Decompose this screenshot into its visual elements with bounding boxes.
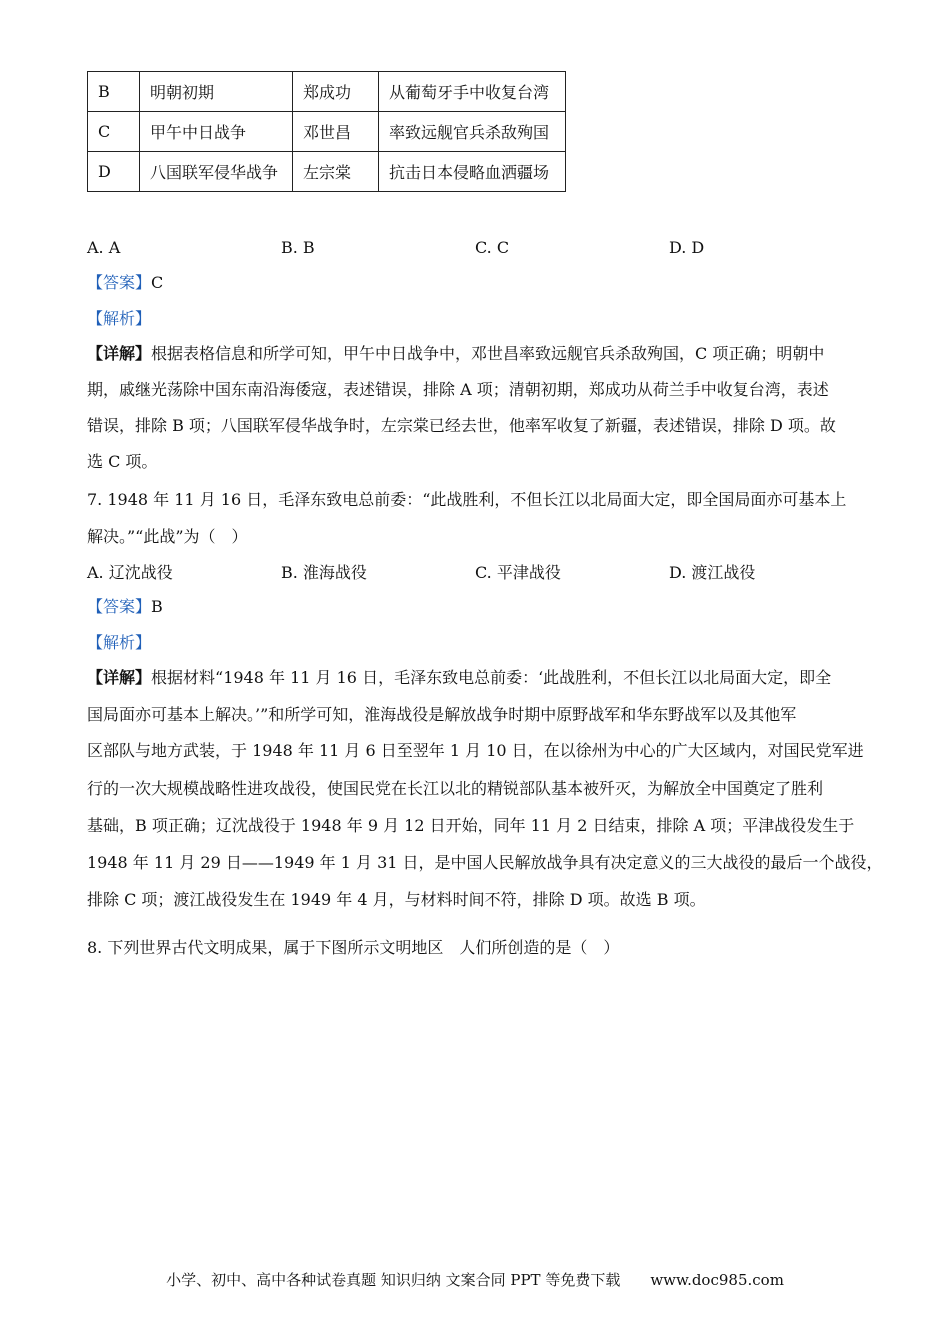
- answer-value: B: [151, 597, 163, 616]
- detail-label: 【详解】: [87, 344, 152, 363]
- table-cell: 左宗棠: [293, 152, 379, 192]
- detail-line: [87, 344, 824, 364]
- table-cell: 邓世昌: [293, 112, 379, 152]
- detail-line: 排除 C 项；渡江战役发生在 1949 年 4 月，与材料时间不符，排除 D 项。故选 B 项。: [87, 890, 706, 909]
- table-row: [88, 152, 566, 192]
- table-row: [88, 112, 566, 152]
- table-cell: B: [88, 72, 140, 112]
- table-cell: 明朝初期: [140, 72, 293, 112]
- answer-line: [87, 597, 163, 617]
- table-cell: 甲午中日战争: [140, 112, 293, 152]
- detail-line: [87, 668, 831, 688]
- question-stem: 7. 1948 年 11 月 16 日，毛泽东致电总前委：“此战胜利，不但长江以北局面大定，即全国局面亦可基本上: [87, 490, 847, 509]
- table-cell: D: [88, 152, 140, 192]
- detail-line: 行的一次大规模战略性进攻战役，使国民党在长江以北的精锐部队基本被歼灭，为解放全中国奠定了胜利: [87, 779, 824, 798]
- choice-b: B. B: [281, 238, 315, 257]
- table-row: [88, 72, 566, 112]
- detail-line: 错误，排除 B 项；八国联军侵华战争时，左宗棠已经去世，他率军收复了新疆，表述错误，排除 D 项。故: [87, 416, 836, 435]
- options-table: [87, 71, 566, 192]
- detail-text: 根据材料“1948 年 11 月 16 日，毛泽东致电总前委：‘此战胜利，不但长江以北局面大定，即全: [151, 668, 832, 687]
- detail-line: 基础，B 项正确；辽沈战役于 1948 年 9 月 12 日开始，同年 11 月 2 日结束，排除 A 项；平津战役发生于: [87, 816, 855, 835]
- choice-d: D. D: [669, 238, 705, 257]
- answer-line: [87, 273, 163, 293]
- detail-text: 根据表格信息和所学可知，甲午中日战争中，邓世昌率致远舰官兵杀敌殉国，C 项正确；明朝中: [151, 344, 825, 363]
- answer-label: 【答案】: [87, 597, 152, 616]
- analysis-label: 【解析】: [87, 309, 152, 328]
- table-cell: 八国联军侵华战争: [140, 152, 293, 192]
- detail-line: 1948 年 11 月 29 日——1949 年 1 月 31 日，是中国人民解放战争具有决定意义的三大战役的最后一个战役，: [87, 853, 883, 872]
- question-stem: 解决。”“此战”为（ ）: [87, 527, 248, 546]
- answer-value: C: [151, 273, 164, 292]
- choice-a: A. A: [87, 238, 121, 257]
- table-cell: 率致远舰官兵杀敌殉国: [379, 112, 566, 152]
- detail-line: 区部队与地方武装，于 1948 年 11 月 6 日至翌年 1 月 10 日，在以徐州为中心的广大区域内，对国民党军进: [87, 741, 864, 760]
- choice-c: C. 平津战役: [475, 563, 561, 582]
- table-cell: 郑成功: [293, 72, 379, 112]
- analysis-label: 【解析】: [87, 633, 152, 652]
- table-cell: 抗击日本侵略血洒疆场: [379, 152, 566, 192]
- detail-line: 期，戚继光荡除中国东南沿海倭寇，表述错误，排除 A 项；清朝初期，郑成功从荷兰手中收复台湾，表述: [87, 380, 829, 399]
- answer-label: 【答案】: [87, 273, 152, 292]
- choice-b: B. 淮海战役: [281, 563, 367, 582]
- table-cell: C: [88, 112, 140, 152]
- choice-c: C. C: [475, 238, 510, 257]
- choice-d: D. 渡江战役: [669, 563, 756, 582]
- footer-url[interactable]: www.doc985.com: [650, 1271, 784, 1289]
- page-footer: [0, 1269, 950, 1290]
- detail-line: 国局面亦可基本上解决。’”和所学可知，淮海战役是解放战争时期中原野战军和华东野战军以及其他军: [87, 705, 797, 724]
- question-stem: 8. 下列世界古代文明成果，属于下图所示文明地区 人们所创造的是（ ）: [87, 938, 620, 957]
- detail-label: 【详解】: [87, 668, 152, 687]
- choice-a: A. 辽沈战役: [87, 563, 173, 582]
- detail-line: 选 C 项。: [87, 452, 158, 471]
- footer-text: 小学、初中、高中各种试卷真题 知识归纳 文案合同 PPT 等免费下载: [166, 1271, 621, 1289]
- table-cell: 从葡萄牙手中收复台湾: [379, 72, 566, 112]
